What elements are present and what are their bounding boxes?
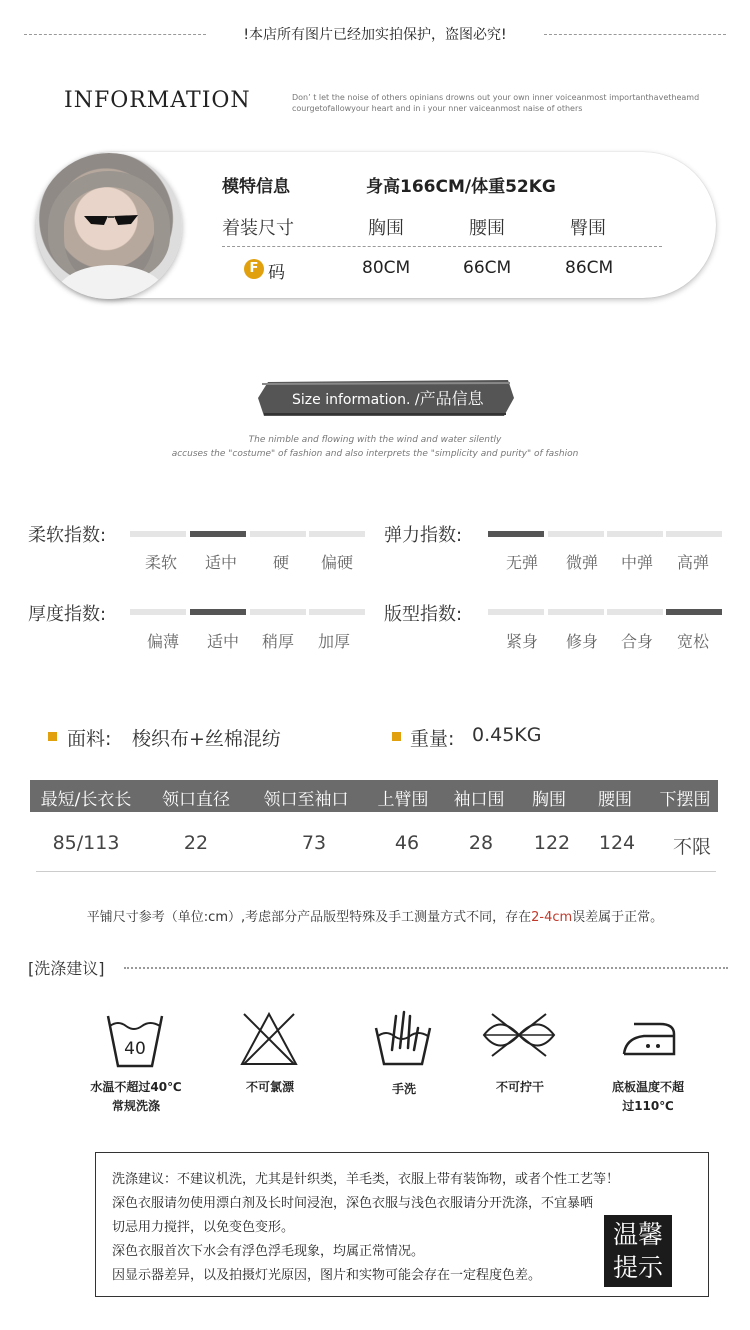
elasticity-segment-4 <box>666 531 722 537</box>
elasticity-option-2: 微弹 <box>565 553 598 572</box>
elasticity-segment-1 <box>488 531 544 537</box>
model-avatar <box>36 153 182 299</box>
warm-tip-badge: 温馨 提示 <box>604 1215 672 1287</box>
weight-bullet-icon <box>392 732 401 741</box>
weight-label: 重量: <box>410 728 455 750</box>
header-waist: 腰围 <box>469 218 505 239</box>
hand-wash-icon <box>372 1006 434 1068</box>
value-hip: 86CM <box>565 258 614 278</box>
col-waist: 腰围 <box>598 790 632 810</box>
col-length: 最短/长衣长 <box>40 790 132 810</box>
size-badge: F <box>244 259 264 279</box>
fabric-value: 梭织布+丝棉混纺 <box>132 728 281 750</box>
softness-option-2: 适中 <box>204 553 237 572</box>
thickness-segment-1 <box>130 609 186 615</box>
measurement-note: 平铺尺寸参考（单位:cm）,考虑部分产品版型特殊及手工测量方式不同，存在2-4cm误差属于正常。 <box>86 910 664 925</box>
iron-icon <box>620 1016 678 1058</box>
cell-waist: 124 <box>598 832 636 854</box>
tip-line-1: 洗涤建议：不建议机洗，尤其是针织类，羊毛类，衣服上带有装饰物，或者个性工艺等！ <box>112 1172 620 1187</box>
wash-label-hand-wash: 手洗 <box>391 1082 416 1096</box>
col-cuff: 袖口围 <box>453 790 505 810</box>
softness-label: 柔软指数: <box>28 525 107 546</box>
wash-label-no-wring: 不可拧干 <box>495 1080 544 1094</box>
softness-option-4: 偏硬 <box>320 553 353 572</box>
wash-label-temp: 水温不超过40℃ 常规洗涤 <box>90 1080 182 1113</box>
elasticity-segment-3 <box>607 531 663 537</box>
col-chest: 胸围 <box>532 790 566 810</box>
size-code: 码 <box>268 263 285 283</box>
fabric-bullet-icon <box>48 732 57 741</box>
model-info-label: 模特信息 <box>222 177 290 197</box>
header-chest: 胸围 <box>368 218 404 239</box>
weight-value: 0.45KG <box>472 724 542 746</box>
fit-option-2: 修身 <box>565 632 598 651</box>
thickness-segment-3 <box>250 609 306 615</box>
wash-label-no-bleach: 不可氯漂 <box>245 1080 294 1094</box>
tip-line-2: 深色衣服请勿使用漂白剂及长时间浸泡，深色衣服与浅色衣服请分开洗涤，不宜暴晒 <box>112 1196 594 1211</box>
tip-line-5: 因显示器差异，以及拍摄灯光原因，图片和实物可能会存在一定程度色差。 <box>112 1268 542 1283</box>
size-label: 着装尺寸 <box>222 218 294 239</box>
elasticity-option-1: 无弹 <box>505 553 538 572</box>
fit-label: 版型指数: <box>384 604 463 625</box>
thickness-segment-2 <box>190 609 246 615</box>
elasticity-label: 弹力指数: <box>384 525 463 546</box>
no-bleach-icon <box>238 1010 300 1068</box>
value-chest: 80CM <box>362 258 411 278</box>
elasticity-segment-2 <box>548 531 604 537</box>
card-divider <box>222 246 662 247</box>
copyright-notice: !本店所有图片已经加实拍保护，盗图必究! <box>0 24 750 44</box>
no-wring-icon <box>480 1012 558 1058</box>
softness-option-3: 硬 <box>272 553 289 572</box>
col-hem: 下摆围 <box>659 790 711 810</box>
cell-chest: 122 <box>533 832 571 854</box>
cell-neck-to-cuff: 73 <box>301 832 327 854</box>
size-info-title: Size information. /产品信息 <box>292 389 484 408</box>
fit-option-3: 合身 <box>620 632 653 651</box>
fabric-label: 面料: <box>67 728 112 750</box>
table-bottom-rule <box>36 871 716 872</box>
cell-neck-diameter: 22 <box>183 832 209 854</box>
thickness-option-2: 适中 <box>206 632 239 651</box>
information-subtitle: Don’ t let the noise of others opinians drowns out your own inner voiceanmost importanthavetheamd courgetofallowyour heart and in i your nner vaiceanmost naise of others <box>292 93 700 113</box>
elasticity-option-3: 中弹 <box>620 553 653 572</box>
softness-segment-3 <box>250 531 306 537</box>
wash-label-iron: 底板温度不超 过110℃ <box>611 1080 684 1113</box>
thickness-option-1: 偏薄 <box>146 632 179 651</box>
slogan-line1: The nimble and flowing with the wind and water silently <box>248 435 502 445</box>
thickness-segment-4 <box>309 609 365 615</box>
softness-segment-1 <box>130 531 186 537</box>
softness-segment-2 <box>190 531 246 537</box>
elasticity-option-4: 高弹 <box>676 553 709 572</box>
thickness-option-4: 加厚 <box>317 632 350 651</box>
tip-line-4: 深色衣服首次下水会有浮色浮毛现象，均属正常情况。 <box>112 1244 425 1259</box>
model-stats: 身高166CM/体重52KG <box>366 177 556 197</box>
fit-segment-2 <box>548 609 604 615</box>
col-neck-diameter: 领口直径 <box>162 790 230 810</box>
sunglasses-icon <box>82 213 140 227</box>
softness-segment-4 <box>309 531 365 537</box>
thickness-option-3: 稍厚 <box>261 632 294 651</box>
fit-segment-3 <box>607 609 663 615</box>
col-upper-arm: 上臂围 <box>377 790 429 810</box>
fit-segment-4 <box>666 609 722 615</box>
fit-segment-1 <box>488 609 544 615</box>
information-title: INFORMATION <box>64 88 251 113</box>
thickness-label: 厚度指数: <box>28 604 107 625</box>
value-waist: 66CM <box>463 258 512 278</box>
cell-hem: 不限 <box>672 836 711 858</box>
wash-title-divider <box>124 967 728 969</box>
softness-option-1: 柔软 <box>144 553 177 572</box>
cell-cuff: 28 <box>468 832 494 854</box>
fit-option-4: 宽松 <box>676 632 709 651</box>
wash-section-title: [洗涤建议] <box>28 959 105 978</box>
col-neck-to-cuff: 领口至袖口 <box>263 790 349 810</box>
tip-line-3: 切忌用力搅拌，以免变色变形。 <box>112 1220 295 1235</box>
wash-40-icon <box>104 1012 166 1070</box>
wash-temp-label: 40 <box>124 1039 146 1059</box>
fit-option-1: 紧身 <box>505 632 538 651</box>
slogan-line2: accuses the "costume" of fashion and also interprets the "simplicity and purity" of fashion <box>171 449 579 459</box>
cell-upper-arm: 46 <box>394 832 420 854</box>
header-hip: 臀围 <box>570 218 606 239</box>
cell-length: 85/113 <box>52 832 120 854</box>
